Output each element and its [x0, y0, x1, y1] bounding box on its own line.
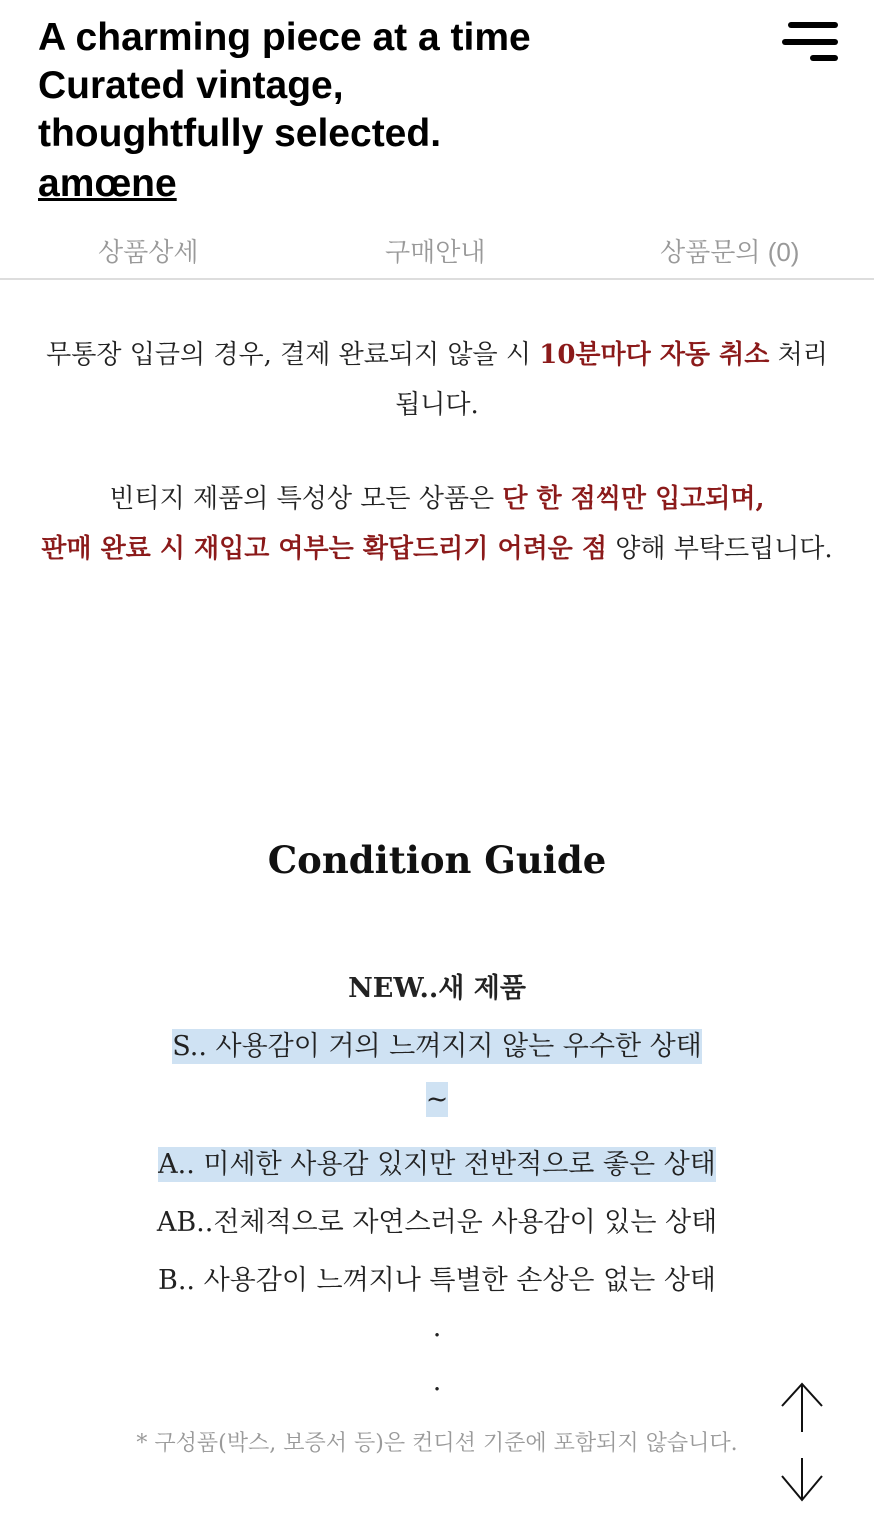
product-tabs: [0, 222, 874, 280]
payment-notice: 무통장 입금의 경우, 결제 완료되지 않을 시 10분마다 자동 취소 처리 됩니다.: [46, 340, 828, 420]
tab-product-inquiry[interactable]: 상품문의 (0): [660, 237, 800, 267]
condition-dot: .: [432, 1312, 442, 1343]
condition-dot: .: [432, 1366, 442, 1397]
header-brand: [38, 14, 531, 208]
scroll-top-arrow-icon[interactable]: [780, 1382, 824, 1442]
scroll-bottom-arrow-icon[interactable]: [780, 1456, 824, 1516]
hamburger-menu-icon[interactable]: [782, 22, 838, 62]
condition-guide-title: Condition Guide: [267, 838, 607, 882]
condition-item: AB..전체적으로 자연스러운 사용감이 있는 상태: [156, 1207, 718, 1238]
vintage-notice: 빈티지 제품의 특성상 모든 상품은 단 한 점씩만 입고되며, 판매 완료 시 재입고 여부는 확답드리기 어려운 점 양해 부탁드립니다.: [41, 484, 833, 564]
tagline: Curated vintage,: [38, 64, 344, 107]
tab-purchase-guide[interactable]: 구매안내: [385, 237, 486, 267]
logo-link[interactable]: amœne: [38, 162, 177, 205]
condition-item: A.. 미세한 사용감 있지만 전반적으로 좋은 상태: [158, 1149, 716, 1180]
condition-item: B.. 사용감이 느껴지나 특별한 손상은 없는 상태: [158, 1265, 716, 1296]
tab-product-detail[interactable]: 상품상세: [98, 237, 199, 267]
tagline: A charming piece at a time: [38, 16, 531, 59]
condition-footnote: * 구성품(박스, 보증서 등)은 컨디션 기준에 포함되지 않습니다.: [136, 1431, 738, 1456]
condition-item: S.. 사용감이 거의 느껴지지 않는 우수한 상태: [172, 1031, 702, 1062]
condition-item: ~: [425, 1084, 449, 1115]
condition-item: NEW..새 제품: [348, 973, 526, 1004]
tagline: thoughtfully selected.: [38, 112, 442, 155]
